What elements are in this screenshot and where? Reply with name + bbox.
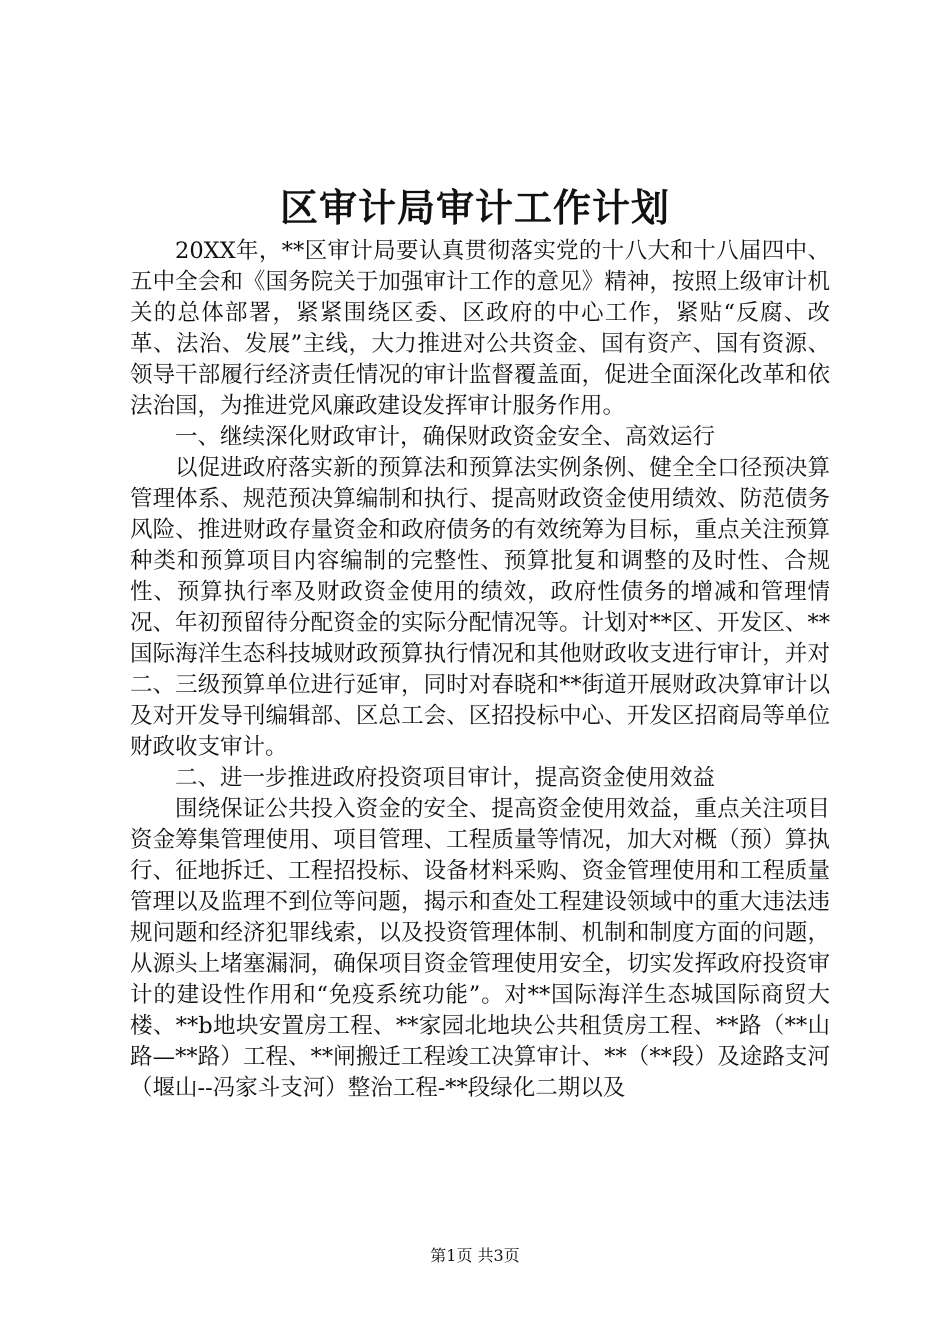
page-footer: 第1页 共3页 xyxy=(430,1246,520,1265)
paragraph-section-1: 以促进政府落实新的预算法和预算法实例条例、健全全口径预决算管理体系、规范预决算编制和执行、提高财政资金使用绩效、防范债务风险、推进财政存量资金和政府债务的有效统筹为目标，重点关注预算种类和预算项目内容编制的完整性、预算批复和调整的及时性、合规性、预算执行率及财政资金使用的绩效，政府性债务的增减和管理情况、年初预留待分配资金的实际分配情况等。计划对**区、开发区、**国际海洋生态科技城财政预算执行情况和其他财政收支进行审计，并对二、三级预算单位进行延审，同时对春晓和**街道开展财政决算审计以及对开发导刊编辑部、区总工会、区招投标中心、开发区招商局等单位财政收支审计。 xyxy=(130,455,830,760)
paragraph-section-2: 围绕保证公共投入资金的安全、提高资金使用效益，重点关注项目资金筹集管理使用、项目管理、工程质量等情况，加大对概（预）算执行、征地拆迁、工程招投标、设备材料采购、资金管理使用和工程质量管理以及监理不到位等问题，揭示和查处工程建设领域中的重大违法违规问题和经济犯罪线索，以及投资管理体制、机制和制度方面的问题，从源头上堵塞漏洞，确保项目资金管理使用安全，切实发挥政府投资审计的建设性作用和“免疫系统功能”。对**国际海洋生态城国际商贸大楼、**b地块安置房工程、**家园北地块公共租赁房工程、**路（**山路—**路）工程、**闸搬迁工程竣工决算审计、**（**段）及途路支河（堰山--冯家斗支河）整治工程-**段绿化二期以及 xyxy=(130,796,830,1101)
document-title: 区审计局审计工作计划 xyxy=(279,185,670,230)
document-body xyxy=(130,236,830,1104)
section-heading-2: 二、进一步推进政府投资项目审计，提高资金使用效益 xyxy=(175,765,716,791)
paragraph-intro: 20XX年，**区审计局要认真贯彻落实党的十八大和十八届四中、五中全会和《国务院关于加强审计工作的意见》精神，按照上级审计机关的总体部署，紧紧围绕区委、区政府的中心工作，紧贴“反腐、改革、法治、发展”主线，大力推进对公共资金、国有资产、国有资源、领导干部履行经济责任情况的审计监督覆盖面，促进全面深化改革和依法治国，为推进党风廉政建设发挥审计服务作用。 xyxy=(130,238,830,419)
section-heading-1: 一、继续深化财政审计，确保财政资金安全、高效运行 xyxy=(175,424,716,450)
